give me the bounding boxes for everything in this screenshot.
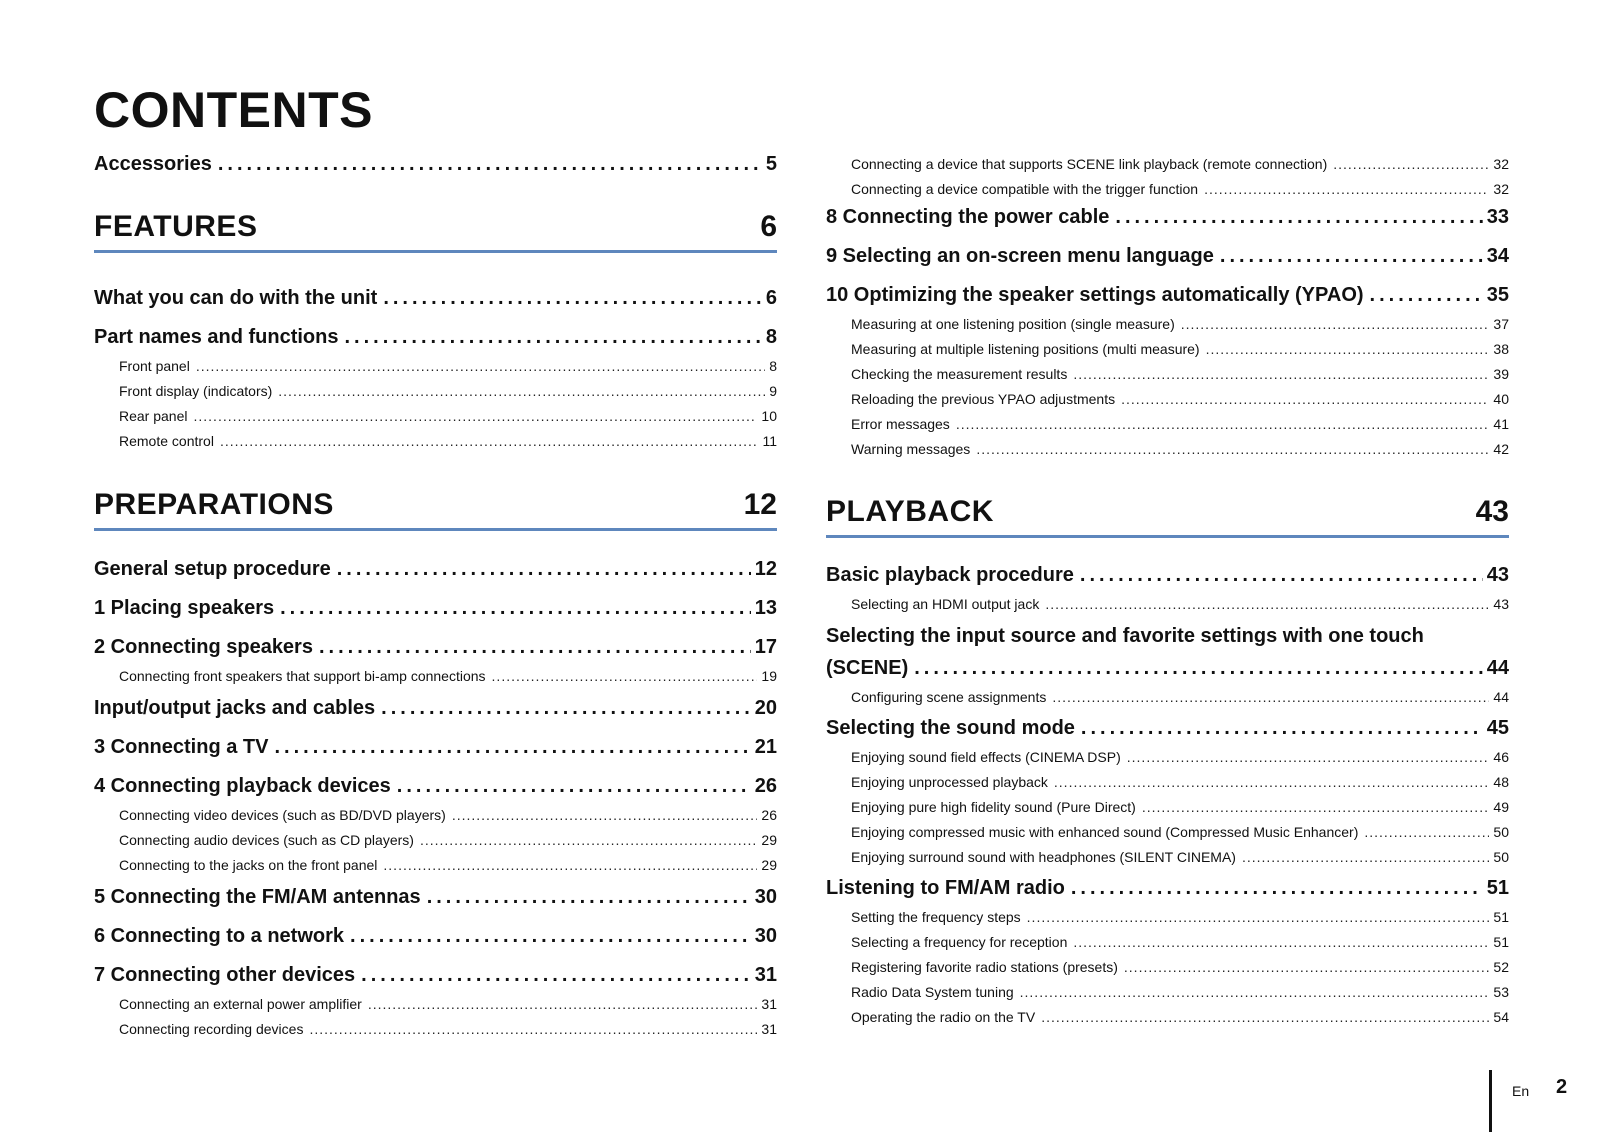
toc-entry-connecting-tv[interactable] <box>94 733 777 761</box>
dot-leader <box>397 772 751 800</box>
toc-entry-page: 26 <box>754 775 777 797</box>
toc-entry-page: 45 <box>1486 717 1509 739</box>
dot-leader <box>1220 242 1483 270</box>
toc-entry-page: 29 <box>761 832 777 848</box>
toc-entry-page: 34 <box>1486 245 1509 267</box>
toc-subentry[interactable] <box>851 593 1509 615</box>
toc-entry-page: 40 <box>1493 391 1509 407</box>
toc-subentry[interactable] <box>119 430 777 452</box>
toc-subentry[interactable] <box>119 665 777 687</box>
toc-entry-label: Registering favorite radio stations (presets) <box>851 959 1118 975</box>
toc-subentry[interactable] <box>851 1006 1509 1028</box>
toc-entry-page: 31 <box>761 1021 777 1037</box>
toc-entry-what-you-can-do[interactable] <box>94 284 777 312</box>
toc-subentry[interactable] <box>851 363 1509 385</box>
toc-entry-part-names[interactable] <box>94 323 777 351</box>
section-page: 6 <box>760 210 777 243</box>
toc-entry-label: Enjoying sound field effects (CINEMA DSP) <box>851 749 1121 765</box>
toc-entry-label: Connecting a device that supports SCENE link playback (remote connection) <box>851 156 1328 172</box>
toc-entry-page: 51 <box>1486 877 1509 899</box>
toc-entry-label: Enjoying compressed music with enhanced sound (Compressed Music Enhancer) <box>851 824 1359 840</box>
toc-subentry[interactable] <box>119 854 777 876</box>
toc-entry-page: 37 <box>1493 316 1509 332</box>
toc-entry-page: 52 <box>1493 959 1509 975</box>
dot-leader <box>1080 561 1483 589</box>
toc-subentry[interactable] <box>851 796 1509 818</box>
toc-entry-label: Front display (indicators) <box>119 383 273 399</box>
dot-leader <box>1081 714 1483 742</box>
toc-subentry[interactable] <box>851 846 1509 868</box>
section-header-features <box>94 202 777 253</box>
toc-subentry[interactable] <box>851 338 1509 360</box>
dot-leader <box>427 883 751 911</box>
toc-entry-page: 44 <box>1493 689 1509 705</box>
toc-entry-page: 39 <box>1493 366 1509 382</box>
dot-leader <box>420 829 757 851</box>
toc-entry-page: 5 <box>765 153 777 175</box>
toc-entry-page: 35 <box>1486 284 1509 306</box>
toc-entry-label: Setting the frequency steps <box>851 909 1021 925</box>
toc-entry-placing-speakers[interactable] <box>94 594 777 622</box>
dot-leader <box>218 150 762 178</box>
toc-entry-label: Warning messages <box>851 441 971 457</box>
section-title: PLAYBACK <box>826 495 994 528</box>
toc-entry-page: 20 <box>754 697 777 719</box>
toc-subentry[interactable] <box>851 931 1509 953</box>
toc-entry-page: 31 <box>761 996 777 1012</box>
dot-leader <box>452 804 758 826</box>
toc-entry-page: 13 <box>754 597 777 619</box>
dot-leader <box>1333 153 1489 175</box>
toc-entry-label: Listening to FM/AM radio <box>826 877 1065 899</box>
dot-leader <box>1206 338 1490 360</box>
toc-entry-page: 43 <box>1486 564 1509 586</box>
toc-entry-label: Basic playback procedure <box>826 564 1074 586</box>
toc-entry-label: 10 Optimizing the speaker settings automatically (YPAO) <box>826 284 1364 306</box>
toc-entry-label: Radio Data System tuning <box>851 984 1014 1000</box>
dot-leader <box>1052 686 1489 708</box>
toc-entry-scene[interactable] <box>826 654 1509 682</box>
dot-leader <box>976 438 1489 460</box>
section-page: 43 <box>1475 495 1509 528</box>
toc-entry-page: 43 <box>1493 596 1509 612</box>
page-title: CONTENTS <box>94 82 373 138</box>
toc-entry-page: 6 <box>765 287 777 309</box>
toc-entry-basic-playback[interactable] <box>826 561 1509 589</box>
toc-entry-label: 1 Placing speakers <box>94 597 275 619</box>
toc-entry-label: Selecting an HDMI output jack <box>851 596 1040 612</box>
dot-leader <box>1115 203 1482 231</box>
toc-entry-label: What you can do with the unit <box>94 287 378 309</box>
dot-leader <box>1124 956 1490 978</box>
toc-entry-label: Reloading the previous YPAO adjustments <box>851 391 1116 407</box>
dot-leader <box>350 922 751 950</box>
dot-leader <box>1181 313 1490 335</box>
toc-entry-label: 9 Selecting an on-screen menu language <box>826 245 1214 267</box>
toc-entry-page: 33 <box>1486 206 1509 228</box>
toc-entry-page: 30 <box>754 886 777 908</box>
dot-leader <box>368 993 758 1015</box>
toc-entry-page: 51 <box>1493 934 1509 950</box>
toc-entry-label: Connecting an external power amplifier <box>119 996 362 1012</box>
toc-entry-other-devices[interactable] <box>94 961 777 989</box>
dot-leader <box>1073 931 1489 953</box>
toc-entry-label: General setup procedure <box>94 558 331 580</box>
toc-subentry[interactable] <box>851 438 1509 460</box>
toc-entry-label: Connecting audio devices (such as CD players) <box>119 832 414 848</box>
toc-entry-label: Connecting recording devices <box>119 1021 304 1037</box>
toc-entry-label: Connecting front speakers that support bi-amp connections <box>119 668 486 684</box>
section-title: PREPARATIONS <box>94 488 334 521</box>
toc-subentry[interactable] <box>119 355 777 377</box>
toc-entry-page: 54 <box>1493 1009 1509 1025</box>
toc-entry-page: 31 <box>754 964 777 986</box>
dot-leader <box>1142 796 1490 818</box>
toc-entry-page: 38 <box>1493 341 1509 357</box>
toc-entry-page: 19 <box>761 668 777 684</box>
toc-entry-page: 41 <box>1493 416 1509 432</box>
toc-subentry[interactable] <box>119 1018 777 1040</box>
dot-leader <box>361 961 751 989</box>
toc-entry-label: Checking the measurement results <box>851 366 1068 382</box>
toc-entry-label: 6 Connecting to a network <box>94 925 345 947</box>
toc-entry-label: 3 Connecting a TV <box>94 736 269 758</box>
toc-entry-label: Selecting a frequency for reception <box>851 934 1068 950</box>
toc-subentry[interactable] <box>119 380 777 402</box>
toc-entry-label: 8 Connecting the power cable <box>826 206 1110 228</box>
toc-subentry[interactable] <box>851 686 1509 708</box>
dot-leader <box>278 380 765 402</box>
toc-entry-page: 21 <box>754 736 777 758</box>
toc-entry-label: (SCENE) <box>826 657 909 679</box>
dot-leader <box>492 665 758 687</box>
toc-entry-page: 26 <box>761 807 777 823</box>
toc-entry-label: Connecting a device compatible with the trigger function <box>851 181 1199 197</box>
dot-leader <box>1073 363 1489 385</box>
dot-leader <box>381 694 751 722</box>
toc-entry-page: 29 <box>761 857 777 873</box>
dot-leader <box>1020 981 1490 1003</box>
toc-entry-page: 9 <box>769 383 777 399</box>
dot-leader <box>1364 821 1489 843</box>
toc-subentry[interactable] <box>119 405 777 427</box>
toc-entry-label: Rear panel <box>119 408 188 424</box>
toc-entry-network[interactable] <box>94 922 777 950</box>
toc-entry-io-jacks[interactable] <box>94 694 777 722</box>
toc-entry-label: 2 Connecting speakers <box>94 636 313 658</box>
toc-subentry[interactable] <box>119 993 777 1015</box>
toc-entry-ypao[interactable] <box>826 281 1509 309</box>
toc-entry-label: Measuring at multiple listening positions (multi measure) <box>851 341 1200 357</box>
dot-leader <box>1121 388 1489 410</box>
toc-entry-label: Operating the radio on the TV <box>851 1009 1036 1025</box>
toc-entry-label: Enjoying pure high fidelity sound (Pure Direct) <box>851 799 1136 815</box>
footer-language: En <box>1512 1083 1530 1099</box>
toc-subentry[interactable] <box>851 956 1509 978</box>
toc-entry-label: Front panel <box>119 358 190 374</box>
dot-leader <box>280 594 751 622</box>
dot-leader <box>1127 746 1490 768</box>
toc-subentry[interactable] <box>851 906 1509 928</box>
dot-leader <box>345 323 762 351</box>
section-title: FEATURES <box>94 210 258 243</box>
dot-leader <box>1204 178 1489 200</box>
toc-entry-connecting-playback[interactable] <box>94 772 777 800</box>
dot-leader <box>1242 846 1489 868</box>
toc-entry-label: Enjoying unprocessed playback <box>851 774 1048 790</box>
toc-entry-sound-mode[interactable] <box>826 714 1509 742</box>
section-page: 12 <box>743 488 777 521</box>
dot-leader <box>1054 771 1490 793</box>
toc-subentry[interactable] <box>851 388 1509 410</box>
toc-entry-page: 49 <box>1493 799 1509 815</box>
toc-entry-page: 51 <box>1493 909 1509 925</box>
toc-entry-label: Connecting to the jacks on the front panel <box>119 857 378 873</box>
toc-subentry[interactable] <box>851 746 1509 768</box>
dot-leader <box>309 1018 757 1040</box>
toc-subentry[interactable] <box>851 313 1509 335</box>
dot-leader <box>194 405 758 427</box>
toc-entry-label: Accessories <box>94 153 212 175</box>
dot-leader <box>319 633 751 661</box>
toc-entry-page: 12 <box>754 558 777 580</box>
dot-leader <box>220 430 759 452</box>
toc-entry-label: Part names and functions <box>94 326 339 348</box>
dot-leader <box>383 284 762 312</box>
toc-subentry[interactable] <box>851 413 1509 435</box>
toc-entry-general-setup[interactable] <box>94 555 777 583</box>
toc-subentry[interactable] <box>119 804 777 826</box>
toc-entry-label: Error messages <box>851 416 950 432</box>
toc-entry-label: Configuring scene assignments <box>851 689 1047 705</box>
toc-entry-label: 4 Connecting playback devices <box>94 775 391 797</box>
footer-divider <box>1489 1070 1492 1132</box>
dot-leader <box>337 555 751 583</box>
dot-leader <box>1045 593 1489 615</box>
toc-entry-menu-language[interactable] <box>826 242 1509 270</box>
section-header-preparations <box>94 480 777 531</box>
dot-leader <box>1027 906 1490 928</box>
toc-entry-scene-line1[interactable]: Selecting the input source and favorite settings with one touch <box>826 625 1424 647</box>
toc-entry-label: Selecting the sound mode <box>826 717 1075 739</box>
toc-entry-page: 42 <box>1493 441 1509 457</box>
toc-entry-accessories[interactable] <box>94 150 777 178</box>
toc-entry-page: 46 <box>1493 749 1509 765</box>
toc-entry-radio[interactable] <box>826 874 1509 902</box>
toc-entry-page: 48 <box>1493 774 1509 790</box>
dot-leader <box>914 654 1483 682</box>
toc-entry-page: 32 <box>1493 181 1509 197</box>
toc-entry-page: 30 <box>754 925 777 947</box>
toc-entry-label: 5 Connecting the FM/AM antennas <box>94 886 421 908</box>
toc-subentry[interactable] <box>851 771 1509 793</box>
toc-subentry[interactable] <box>119 829 777 851</box>
toc-subentry[interactable] <box>851 178 1509 200</box>
toc-entry-page: 50 <box>1493 849 1509 865</box>
dot-leader <box>196 355 765 377</box>
toc-entry-page: 17 <box>754 636 777 658</box>
toc-entry-page: 53 <box>1493 984 1509 1000</box>
toc-entry-page: 11 <box>762 433 777 449</box>
toc-subentry[interactable] <box>851 821 1509 843</box>
toc-subentry[interactable] <box>851 153 1509 175</box>
toc-entry-label: Enjoying surround sound with headphones (SILENT CINEMA) <box>851 849 1236 865</box>
toc-entry-page: 32 <box>1493 156 1509 172</box>
toc-subentry[interactable] <box>851 981 1509 1003</box>
toc-entry-label: 7 Connecting other devices <box>94 964 356 986</box>
toc-entry-page: 50 <box>1493 824 1509 840</box>
toc-entry-power-cable[interactable] <box>826 203 1509 231</box>
toc-entry-label: Remote control <box>119 433 214 449</box>
toc-entry-antennas[interactable] <box>94 883 777 911</box>
dot-leader <box>383 854 757 876</box>
toc-entry-page: 44 <box>1486 657 1509 679</box>
dot-leader <box>1071 874 1483 902</box>
dot-leader <box>956 413 1490 435</box>
toc-entry-connecting-speakers[interactable] <box>94 633 777 661</box>
section-header-playback <box>826 487 1509 538</box>
toc-entry-page: 8 <box>765 326 777 348</box>
footer-page-number: 2 <box>1556 1076 1568 1098</box>
toc-entry-label: Connecting video devices (such as BD/DVD players) <box>119 807 446 823</box>
dot-leader <box>274 733 750 761</box>
dot-leader <box>1041 1006 1489 1028</box>
toc-entry-label: Input/output jacks and cables <box>94 697 376 719</box>
toc-entry-page: 10 <box>761 408 777 424</box>
dot-leader <box>1370 281 1483 309</box>
toc-entry-page: 8 <box>769 358 777 374</box>
toc-entry-label: Measuring at one listening position (single measure) <box>851 316 1175 332</box>
